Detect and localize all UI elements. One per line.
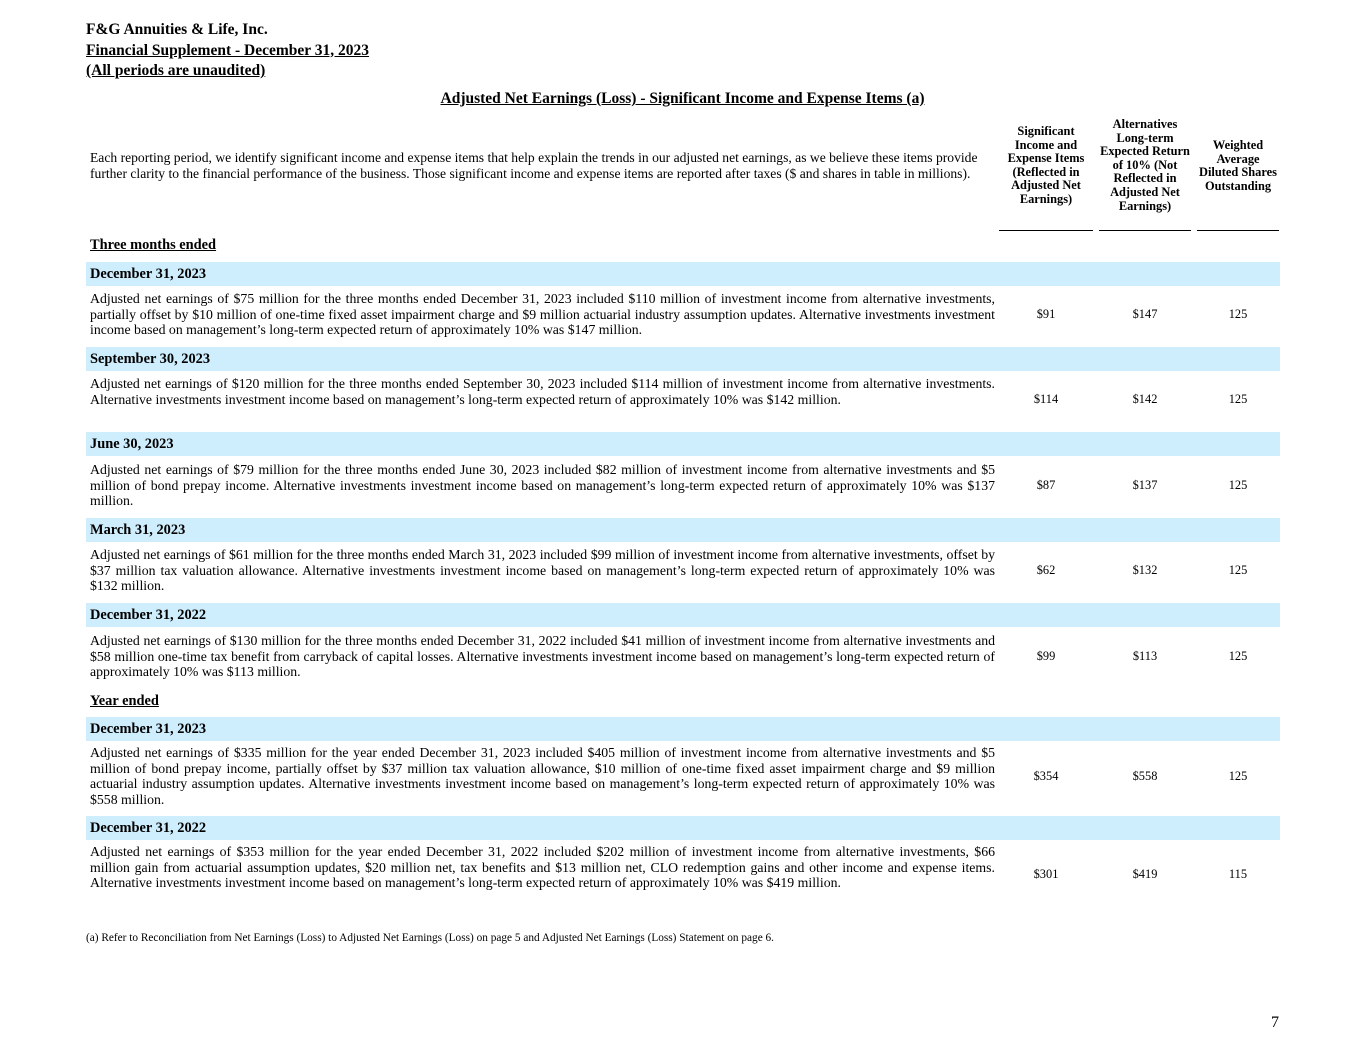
diluted-shares-value: 125 (1228, 392, 1248, 406)
significant-items-value: $301 (1033, 867, 1059, 881)
period-label: September 30, 2023 (90, 351, 211, 367)
period-band (86, 347, 1280, 371)
section-three-months: Three months ended (90, 237, 217, 253)
footnote: (a) Refer to Reconciliation from Net Earnings (Loss) to Adjusted Net Earnings (Loss) on page 5 and Adjusted Net Earnings (Loss) Statement on page 6. (86, 932, 775, 944)
intro-paragraph: Each reporting period, we identify significant income and expense items that help explain the trends in our adjusted net earnings, as we believe these items provide further clarity to the financial performance of the business. Those significant income and expense items are reported after taxes ($ and shares in table in millions). (90, 150, 978, 181)
period-band (86, 603, 1280, 627)
significant-items-value: $114 (1033, 392, 1059, 406)
company-name: F&G Annuities & Life, Inc. (86, 21, 268, 38)
alternatives-return-value: $132 (1132, 563, 1158, 577)
alternatives-return-value: $558 (1132, 769, 1158, 783)
period-label: December 31, 2023 (90, 266, 207, 282)
diluted-shares-value: 125 (1228, 307, 1248, 321)
alternatives-return-value: $137 (1132, 478, 1158, 492)
diluted-shares-value: 125 (1228, 649, 1248, 663)
supplement-title: Financial Supplement - December 31, 2023 (86, 41, 370, 59)
significant-items-value: $354 (1033, 769, 1059, 783)
period-label: December 31, 2023 (90, 721, 207, 737)
significant-items-value: $87 (1036, 478, 1056, 492)
section-year-ended: Year ended (90, 693, 159, 709)
period-band (86, 432, 1280, 456)
period-label: December 31, 2022 (90, 607, 207, 623)
column-rule (1197, 230, 1279, 231)
column-header-alternatives-return: Alternatives Long-term Expected Return of 10% (Not Reflected in Adjusted Net Earnings) (1100, 117, 1190, 213)
significant-items-value: $62 (1036, 563, 1056, 577)
alternatives-return-value: $113 (1132, 649, 1158, 663)
document-header (86, 20, 369, 82)
period-band (86, 518, 1280, 542)
column-header-diluted-shares: Weighted Average Diluted Shares Outstanding (1199, 138, 1277, 193)
column-header-significant-items: Significant Income and Expense Items (Reflected in Adjusted Net Earnings) (1007, 124, 1085, 206)
alternatives-return-value: $147 (1132, 307, 1158, 321)
period-label: June 30, 2023 (90, 436, 174, 452)
row-description: Adjusted net earnings of $120 million for the three months ended September 30, 2023 included $114 million of investment income from alternative investments. Alternative investments investment income based on management’s long-term expected return of approximately 10% was $142 million. (90, 376, 995, 407)
row-description: Adjusted net earnings of $75 million for the three months ended December 31, 2023 included $110 million of investment income from alternative investments, partially offset by $10 million of one-time fixed asset impairment charge and $9 million actuarial industry assumption updates. Alternative investments investment income based on management’s long-term expected return of approximately 10% was $147 million. (90, 291, 995, 338)
period-label: December 31, 2022 (90, 820, 207, 836)
diluted-shares-value: 115 (1228, 867, 1248, 881)
significant-items-value: $91 (1036, 307, 1056, 321)
diluted-shares-value: 125 (1228, 478, 1248, 492)
column-rule (1099, 230, 1191, 231)
unaudited-note: (All periods are unaudited) (86, 62, 266, 79)
diluted-shares-value: 125 (1228, 769, 1248, 783)
alternatives-return-value: $142 (1132, 392, 1158, 406)
period-band (86, 717, 1280, 741)
period-label: March 31, 2023 (90, 522, 186, 538)
row-description: Adjusted net earnings of $79 million for the three months ended June 30, 2023 included $82 million of investment income from alternative investments and $5 million of bond prepay income. Alternative investments investment income based on management’s long-term expected return of approximately 10% was $137 million. (90, 462, 995, 509)
row-description: Adjusted net earnings of $61 million for the three months ended March 31, 2023 included $99 million of investment income from alternative investments, offset by $37 million tax valuation allowance. Alternative investments investment income based on management’s long-term expected return of approximately 10% was $132 million. (90, 547, 995, 594)
page-number: 7 (1271, 1014, 1279, 1031)
column-rule (999, 230, 1093, 231)
row-description: Adjusted net earnings of $335 million for the year ended December 31, 2023 included $405 million of investment income from alternative investments and $5 million of bond prepay income, partially offset by $37 million tax valuation allowance, $10 million of one-time fixed asset impairment charge and $9 million actuarial industry assumption updates. Alternative investments investment income based on management’s long-term expected return of approximately 10% was $558 million. (90, 745, 995, 807)
period-band (86, 816, 1280, 840)
period-band (86, 262, 1280, 286)
row-description: Adjusted net earnings of $130 million for the three months ended December 31, 2022 included $41 million of investment income from alternative investments and $58 million one-time tax benefit from carryback of capital losses. Alternative investments investment income based on management’s long-term expected return of approximately 10% was $113 million. (90, 633, 995, 680)
page-title: Adjusted Net Earnings (Loss) - Significant Income and Expense Items (a) (440, 90, 925, 107)
alternatives-return-value: $419 (1132, 867, 1158, 881)
diluted-shares-value: 125 (1228, 563, 1248, 577)
significant-items-value: $99 (1036, 649, 1056, 663)
row-description: Adjusted net earnings of $353 million for the year ended December 31, 2022 included $202 million of investment income from alternative investments, $66 million gain from actuarial assumption updates, $20 million net, tax benefits and $13 million net, CLO redemption gains and other income and expense items. Alternative investments investment income based on management’s long-term expected return of approximately 10% was $419 million. (90, 844, 995, 891)
